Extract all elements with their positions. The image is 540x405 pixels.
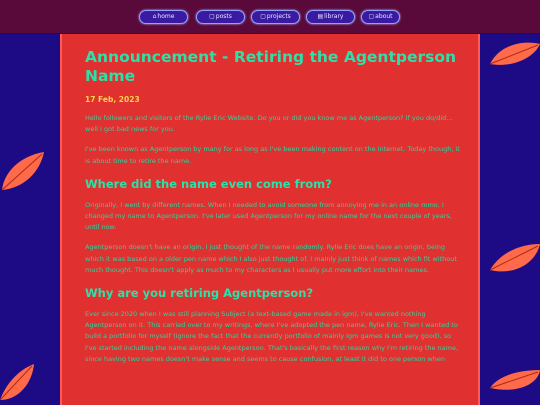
post-paragraph: Originally, I went by different names. When I needed to avoid someone from annoying me in an online mmo, I changed my name to Agentperson. I've later used Agentperson for my online name for the next couple of years, until now. (85, 200, 452, 232)
nav-library-label: library (324, 13, 344, 20)
nav-posts-label: posts (215, 13, 232, 20)
post-date: 17 Feb, 2023 (85, 95, 140, 104)
home-icon: ⌂ (152, 13, 157, 20)
nav-about-label: about (375, 13, 393, 20)
nav-posts-button[interactable] (196, 10, 245, 24)
projects-icon: ▢ (260, 13, 266, 20)
post-title: Announcement - Retiring the Agentperson Name (85, 48, 457, 85)
nav-projects-label: projects (266, 13, 291, 20)
nav-home-label: home (157, 13, 175, 20)
post-paragraph: Agentperson doesn't have an origin. I just thought of the name randomly. Rylie Eric does have an origin, being which it was based on a older pen name which I also just thought of. I mainly just think of names which fit without much thought. This doesn't apply as much to my characters as I usually put more effort into their names. (85, 243, 457, 274)
nav-library-button[interactable] (306, 10, 355, 24)
nav-projects-button[interactable] (251, 10, 300, 24)
top-bar (0, 0, 540, 34)
post-paragraph: Hello followers and visitors of the Rylie Eric Website. Do you or did you know me as Agentperson? If you do/did... well I got bad news for you. (85, 114, 453, 134)
leaf-decoration-icon (488, 368, 540, 405)
post-body (85, 48, 461, 365)
nav-home-button[interactable] (139, 10, 188, 24)
post-container (60, 34, 480, 405)
post-paragraph: I've been known as Agentperson by many for as long as I've been making content on the internet. Today though, it is about time to retire the name. (85, 145, 460, 165)
posts-icon: ▢ (209, 13, 215, 20)
nav-about-button[interactable] (361, 10, 400, 24)
section-heading-origin: Where did the name even come from? (85, 176, 332, 191)
leaf-decoration-icon (0, 150, 46, 196)
post-paragraph: Ever since 2020 when I was still planning Subject (a text-based game made in igm), I've wanted nothing Agentperson on it. This carried over to my writings, where I've adopted the pen name, Rylie Eric. Then I wanted to build a portfolio for myself (ignore the fact that the currently portfolio of mainly igm games is not very good), so I've started including the name alongside Agentperson. That's basically the first reason why I'm retiring the name, since having two names doesn't make sense and seems to cause confusion, at least it did to one person when (85, 310, 459, 363)
nav-bar (0, 10, 540, 24)
section-heading-why: Why are you retiring Agentperson? (85, 286, 314, 301)
about-icon: ▢ (368, 13, 375, 20)
leaf-decoration-icon (488, 240, 540, 280)
leaf-decoration-icon (488, 38, 540, 68)
leaf-decoration-icon (0, 360, 36, 405)
library-icon: ▤ (317, 13, 324, 20)
